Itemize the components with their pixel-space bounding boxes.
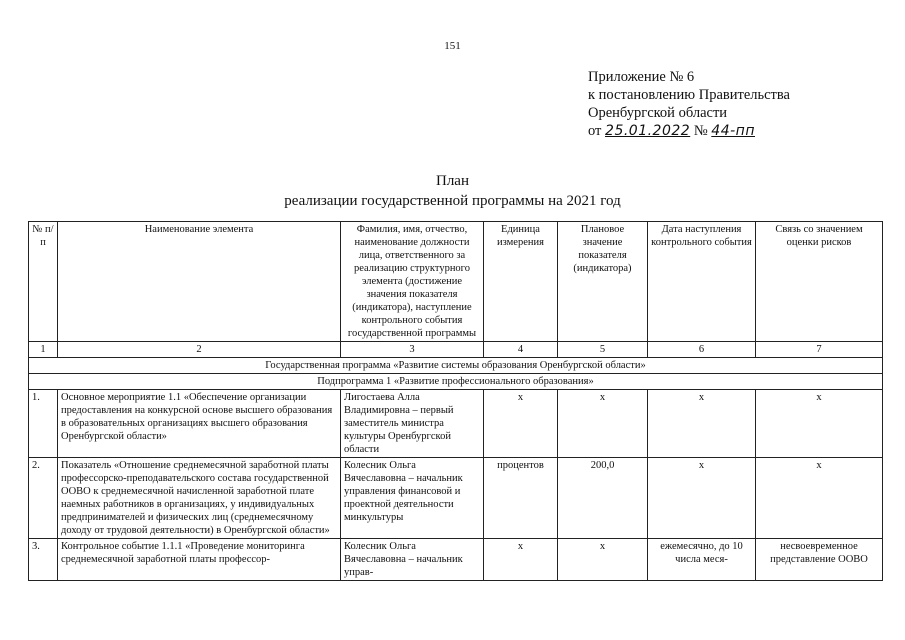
table-row: [29, 458, 883, 539]
approval-date-line: [588, 122, 790, 140]
row-unit: x: [484, 390, 558, 458]
header-date: Дата наступления контрольного события: [648, 222, 756, 342]
column-number: 3: [341, 342, 484, 358]
title-line-2: реализации государственной программы на 2021 год: [284, 193, 621, 209]
header-risk: Связь со значением оценки рисков: [756, 222, 883, 342]
row-num: 2.: [29, 458, 58, 539]
number-prefix: №: [693, 123, 708, 139]
date-prefix: от: [588, 123, 602, 139]
header-unit: Единица измерения: [484, 222, 558, 342]
handwritten-date: 25.01.2022: [605, 123, 691, 139]
column-number: 1: [29, 342, 58, 358]
document-title: [0, 171, 905, 211]
row-plan: x: [558, 539, 648, 581]
plan-table: [28, 221, 883, 581]
header-row: [29, 222, 883, 342]
approval-line-2: к постановлению Правительства: [588, 87, 790, 103]
column-number: 2: [58, 342, 341, 358]
approval-block: [588, 68, 790, 140]
program-title: Государственная программа «Развитие системы образования Оренбургской области»: [29, 358, 883, 374]
row-date: x: [648, 458, 756, 539]
subprogram-title: Подпрограмма 1 «Развитие профессионального образования»: [29, 374, 883, 390]
row-responsible: Лигостаева Алла Владимировна – первый заместитель министра культуры Оренбургской области: [341, 390, 484, 458]
column-number: 7: [756, 342, 883, 358]
row-responsible: Колесник Ольга Вячеславовна – начальник управ-: [341, 539, 484, 581]
approval-line-1: Приложение № 6: [588, 69, 695, 85]
subprogram-row: [29, 374, 883, 390]
row-num: 1.: [29, 390, 58, 458]
column-number: 4: [484, 342, 558, 358]
row-name: Основное мероприятие 1.1 «Обеспечение организации предоставления на конкурсной основе высшего образования в образовательных организациях высшего образования Оренбургской области»: [58, 390, 341, 458]
row-responsible: Колесник Ольга Вячеславовна – начальник управления финансовой и проектной деятельности минкультуры: [341, 458, 484, 539]
row-date: ежемесячно, до 10 числа меся-: [648, 539, 756, 581]
table-row: [29, 539, 883, 581]
row-date: x: [648, 390, 756, 458]
row-plan: 200,0: [558, 458, 648, 539]
header-num: № п/п: [29, 222, 58, 342]
column-number: 5: [558, 342, 648, 358]
row-num: 3.: [29, 539, 58, 581]
handwritten-number: 44-пп: [711, 123, 755, 139]
row-unit: x: [484, 539, 558, 581]
row-risk: x: [756, 390, 883, 458]
program-row: [29, 358, 883, 374]
column-number: 6: [648, 342, 756, 358]
page-number: 151: [444, 40, 461, 52]
row-name: Контрольное событие 1.1.1 «Проведение мониторинга среднемесячной заработной платы профессор-: [58, 539, 341, 581]
row-risk: x: [756, 458, 883, 539]
approval-line-3: Оренбургской области: [588, 105, 728, 121]
header-plan: Плановое значение показателя (индикатора): [558, 222, 648, 342]
title-line-1: План: [435, 173, 469, 189]
row-unit: процентов: [484, 458, 558, 539]
row-name: Показатель «Отношение среднемесячной заработной платы профессорско-преподавательского состава государственной ООВО к среднемесячной начисленной заработной плате наемных работников в организациях, у индивидуальных предпринимателей и физических лиц (среднемесячному доходу от трудовой деятельности) в Оренбургской области»: [58, 458, 341, 539]
header-responsible: Фамилия, имя, отчество, наименование должности лица, ответственного за реализацию структурного элемента (достижение значения показателя (индикатора), наступление контрольного события государственной программы: [341, 222, 484, 342]
row-risk: несвоевременное представление ООВО: [756, 539, 883, 581]
column-number-row: [29, 342, 883, 358]
row-plan: x: [558, 390, 648, 458]
header-name: Наименование элемента: [58, 222, 341, 342]
table-row: [29, 390, 883, 458]
